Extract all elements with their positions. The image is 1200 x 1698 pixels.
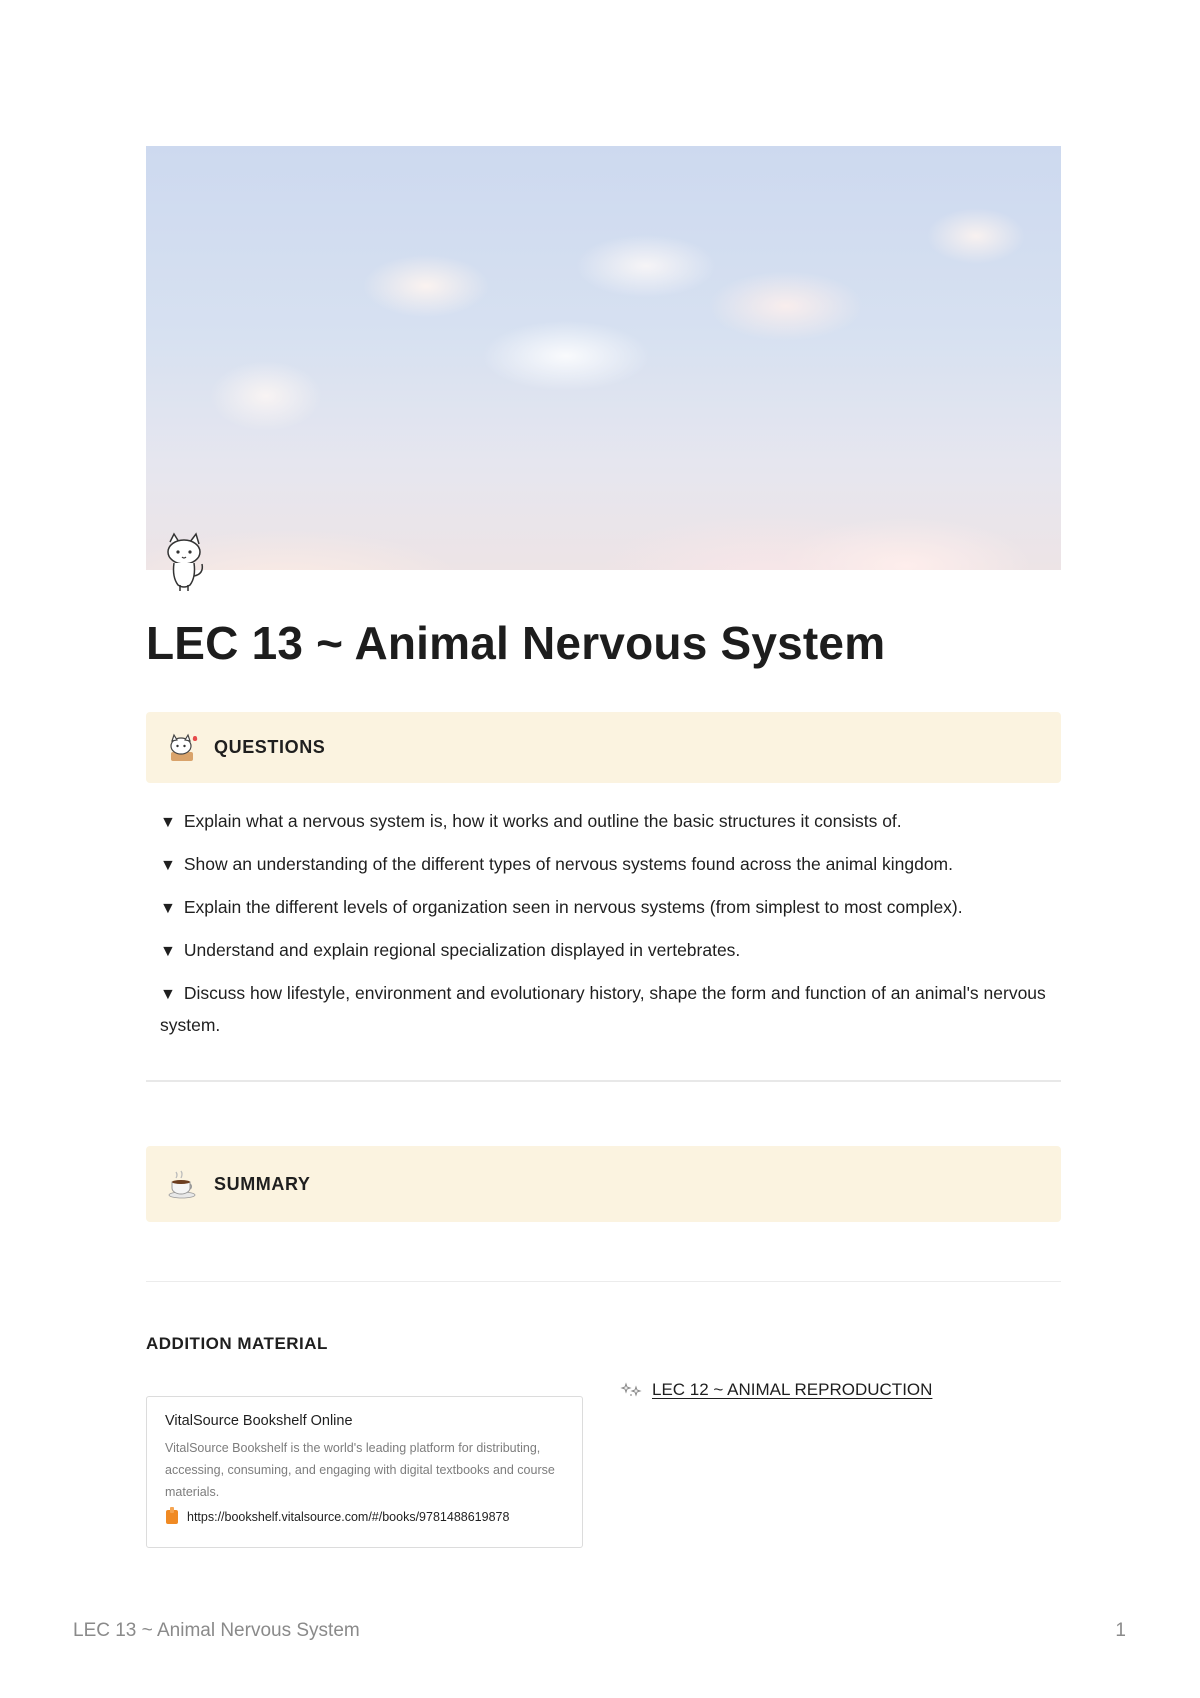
notion-page xyxy=(146,146,1061,1524)
triangle-down-icon: ▼ xyxy=(160,943,176,960)
cat-holding-heart-icon xyxy=(164,730,200,766)
divider xyxy=(146,1080,1061,1082)
questions-callout xyxy=(146,712,1061,783)
cat-icon xyxy=(160,532,212,594)
section-heading: ADDITION MATERIAL xyxy=(146,1334,328,1353)
triangle-down-icon: ▼ xyxy=(160,857,176,874)
questions-label: QUESTIONS xyxy=(214,737,326,757)
triangle-down-icon: ▼ xyxy=(160,900,176,917)
bookmark-title: VitalSource Bookshelf Online xyxy=(165,1413,353,1429)
list-item: ▼ Explain what a nervous system is, how it works and outline the basic structures it consists of. xyxy=(160,806,1060,838)
bookmark-url[interactable]: https://bookshelf.vitalsource.com/#/books/9781488619878 xyxy=(187,1510,510,1524)
sparkle-icon xyxy=(620,1381,644,1399)
list-item: ▼ Explain the different levels of organization seen in nervous systems (from simplest to most complex). xyxy=(160,892,1060,924)
triangle-down-icon: ▼ xyxy=(160,814,176,831)
page-number: 1 xyxy=(1115,1620,1126,1641)
list-item: ▼ Discuss how lifestyle, environment and evolutionary history, shape the form and function of an animal's nervous system. xyxy=(160,978,1060,1040)
bookmark-description: VitalSource Bookshelf is the world's leading platform for distributing, accessing, consuming, and engaging with digital textbooks and course materials. xyxy=(165,1441,555,1499)
coffee-cup-icon xyxy=(164,1166,200,1202)
page-title: LEC 13 ~ Animal Nervous System xyxy=(146,617,886,669)
summary-label: SUMMARY xyxy=(214,1173,311,1194)
linked-page-lec-12[interactable] xyxy=(620,1380,932,1400)
list-item: ▼ Understand and explain regional specialization displayed in vertebrates. xyxy=(160,935,1060,967)
questions-list xyxy=(160,806,1060,1051)
cover-image xyxy=(146,146,1061,570)
triangle-down-icon: ▼ xyxy=(160,986,176,1003)
summary-callout xyxy=(146,1146,1061,1222)
bookmark-card[interactable] xyxy=(146,1396,583,1548)
linked-page-title[interactable]: LEC 12 ~ ANIMAL REPRODUCTION xyxy=(652,1380,933,1399)
bookmark-url-row xyxy=(165,1507,566,1527)
list-item: ▼ Show an understanding of the different types of nervous systems found across the animal kingdom. xyxy=(160,849,1060,881)
footer-title: LEC 13 ~ Animal Nervous System xyxy=(73,1620,360,1641)
divider xyxy=(146,1281,1061,1282)
